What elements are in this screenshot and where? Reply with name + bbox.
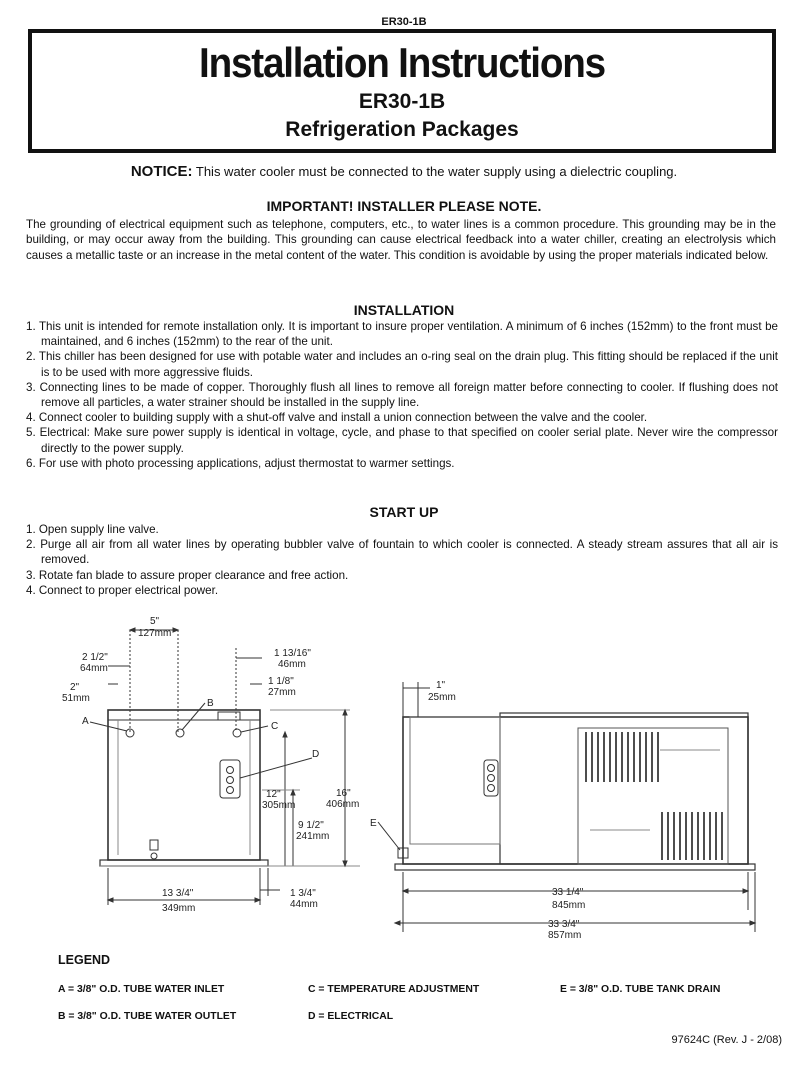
label-a: A (82, 716, 89, 727)
dim-2-1-2mm: 64mm (80, 663, 108, 674)
dim-9-1-2mm: 241mm (296, 831, 330, 842)
dim-16mm: 406mm (326, 799, 360, 810)
drain-plug (150, 840, 158, 850)
dim-1in: 1" (436, 680, 446, 691)
dim-13-3-4mm: 349mm (162, 903, 196, 914)
notice-text: This water cooler must be connected to the water supply using a dielectric coupling. (195, 164, 678, 179)
dim-33-1-4in: 33 1/4" (552, 887, 584, 898)
electrical-box (220, 760, 240, 798)
condenser-fins (586, 732, 722, 860)
legend-title: LEGEND (58, 953, 111, 967)
list-item: 3. Connecting lines to be made of copper. Thoroughly flush all lines to remove all foreign matter before connecting to cooler. If flushing does not remove all particles, a water strainer should be installed in the supply line. (26, 380, 778, 410)
dim-13-3-4in: 13 3/4" (162, 888, 194, 899)
document-code: ER30-1B (381, 16, 427, 28)
legend-d: D = ELECTRICAL (308, 1011, 394, 1022)
legend-c: C = TEMPERATURE ADJUSTMENT (308, 984, 480, 995)
dim-9-1-2in: 9 1/2" (298, 820, 324, 831)
dim-1-13-16in: 1 13/16" (274, 648, 311, 659)
front-view (90, 628, 360, 905)
product-subtitle: Refrigeration Packages (285, 118, 519, 141)
title-box (28, 29, 776, 153)
side-electrical-box (484, 760, 498, 796)
dim-2mm: 51mm (62, 693, 90, 704)
list-item: 2. Purge all air from all water lines by operating bubbler valve of fountain to which cooler is connected. A steady stream assures that all air is removed. (26, 538, 778, 567)
installation-list (26, 319, 778, 471)
part-number: 97624C (Rev. J - 2/08) (671, 1034, 782, 1046)
dim-1-3-4mm: 44mm (290, 899, 318, 910)
dim-5in: 5" (150, 616, 160, 627)
dim-1-3-4in: 1 3/4" (290, 888, 316, 899)
dimension-drawing (0, 600, 808, 940)
legend-b: B = 3/8" O.D. TUBE WATER OUTLET (58, 1011, 237, 1022)
dim-16in: 16" (336, 788, 351, 799)
startup-heading: START UP (369, 504, 439, 520)
dim-33-1-4mm: 845mm (552, 900, 586, 911)
model-number: ER30-1B (358, 90, 446, 113)
dim-1mm: 25mm (428, 692, 456, 703)
label-b: B (207, 698, 214, 709)
dim-5mm: 127mm (138, 628, 172, 639)
startup-list (26, 522, 778, 598)
dim-1-1-8in: 1 1/8" (268, 676, 294, 687)
side-cabinet (403, 717, 748, 864)
dim-33-3-4mm: 857mm (548, 930, 582, 940)
front-base (100, 860, 268, 866)
outlet-fitting (176, 729, 184, 737)
dim-12in: 12" (266, 789, 281, 800)
side-base (395, 864, 755, 870)
dim-1-13-16mm: 46mm (278, 659, 306, 670)
label-e: E (370, 818, 377, 829)
important-text: The grounding of electrical equipment such as telephone, computers, etc., to water lines is a common procedure. This grounding may be in the building, or may occur away from the building. This grounding can cause electrical feedback into a water chiller, creating an electrolysis which causes a metallic taste or an increase in the metal content of the water. This condition is avoidable by using the proper materials indicated below. (26, 218, 776, 262)
label-c: C (271, 721, 279, 732)
dim-33-3-4in: 33 3/4" (548, 919, 580, 930)
important-heading: IMPORTANT! INSTALLER PLEASE NOTE. (266, 198, 542, 214)
legend-e: E = 3/8" O.D. TUBE TANK DRAIN (560, 984, 721, 995)
top-fitting (218, 712, 240, 720)
notice-label: NOTICE: (130, 163, 193, 180)
label-d: D (312, 749, 320, 760)
list-item: 4. Connect cooler to building supply with a shut-off valve and install a union connection between the valve and the cooler. (26, 411, 648, 425)
list-item: 2. This chiller has been designed for use with potable water and includes an o-ring seal on the drain plug. This fitting should be replaced if the unit is to be used with more aggressive fluids. (26, 350, 778, 379)
dim-1-1-8mm: 27mm (268, 687, 296, 698)
temp-adjust-fitting (233, 729, 241, 737)
list-item: 5. Electrical: Make sure power supply is identical in voltage, cycle, and phase to that specified on cooler serial plate. Never wire the compressor directly to the power supply. (26, 426, 778, 455)
list-item: 6. For use with photo processing applications, adjust thermostat to warmer settings. (26, 456, 455, 470)
list-item: 4. Connect to proper electrical power. (26, 583, 219, 597)
legend-a: A = 3/8" O.D. TUBE WATER INLET (58, 984, 225, 995)
installation-heading: INSTALLATION (353, 302, 455, 318)
page-title: Installation Instructions (199, 39, 605, 86)
list-item: 3. Rotate fan blade to assure proper clearance and free action. (26, 568, 349, 582)
dim-2-1-2in: 2 1/2" (82, 652, 108, 663)
notice (0, 163, 808, 180)
dim-2in: 2" (70, 682, 80, 693)
list-item: 1. This unit is intended for remote installation only. It is important to insure proper ventilation. A minimum of 6 inches (152mm) to the front must be maintained, and 6 inches (152mm) to the rear of the unit. (26, 320, 778, 349)
list-item: 1. Open supply line valve. (26, 523, 159, 536)
dim-12mm: 305mm (262, 800, 296, 811)
